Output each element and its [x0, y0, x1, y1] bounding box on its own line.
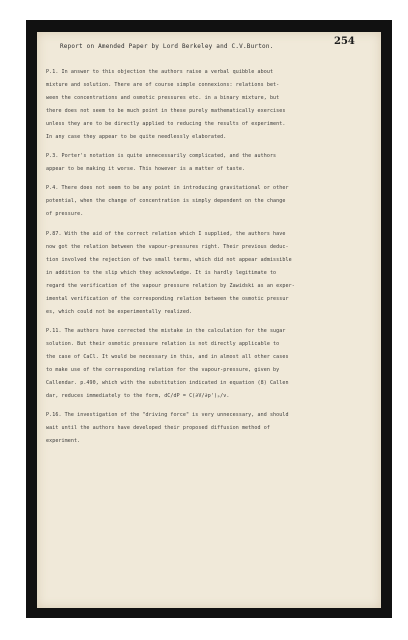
text-line: potential, when the change of concentration is simply dependent on the change [46, 198, 286, 205]
paragraph [46, 66, 368, 144]
text-line: imental verification of the corresponding relation between the osmotic pressur [46, 295, 289, 302]
text-line: P.1. In answer to this objection the authors raise a verbal quibble about [46, 69, 274, 75]
text-line: dar, reduces immediately to the form, dC/dP = C(∂V/∂p')ₚ/v. [46, 392, 230, 399]
paragraph [46, 150, 368, 176]
text-line: In any case they appear to be quite needlessly elaborated. [46, 134, 227, 140]
text-line: there does not seem to be much point in these purely mathematically exercises [46, 108, 286, 114]
report-title: Report on Amended Paper by Lord Berkeley and C.V.Burton. [60, 43, 274, 50]
paragraph [46, 228, 368, 319]
text-line: P.87. With the aid of the correct relation which I supplied, the authors have [46, 230, 286, 237]
text-line: of pressure. [46, 211, 84, 218]
text-line: P.3. Porter's notation is quite unnecessarily complicated, and the authors [46, 153, 277, 160]
text-line: P.11. The authors have corrected the mistake in the calculation for the sugar [46, 327, 286, 334]
text-line: regard the verification of the vapour pressure relation by Zawidski as an exper- [46, 282, 295, 289]
paragraph [46, 409, 368, 448]
text-line: experiment. [46, 437, 81, 444]
text-line: the case of CaCl. It would be necessary in this, and in almost all other cases [46, 353, 289, 360]
text-line: now got the relation between the vapour-pressures right. Their previous deduc- [46, 243, 289, 250]
text-line: P.16. The investigation of the "driving force" is very unnecessary, and should [46, 411, 289, 418]
text-line: tion involved the rejection of two small terms, which did not appear admissible [46, 256, 292, 263]
paragraph [46, 182, 368, 221]
page-number: 254 [334, 36, 355, 47]
paragraph [46, 325, 368, 403]
text-line: ween the concentrations and osmotic pressures etc. in a binary mixture, but [46, 95, 280, 101]
text-line: solution. But their osmotic pressure relation is not directly applicable to [46, 340, 280, 347]
text-line: in addition to the slip which they acknowledge. It is hardly legitimate to [46, 269, 277, 276]
text-line: to make use of the corresponding relation for the vapour-pressure, given by [46, 366, 280, 373]
text-line: P.4. There does not seem to be any point in introducing gravitational or other [46, 185, 289, 192]
text-line: wait until the authors have developed their proposed diffusion method of [46, 424, 270, 431]
text-line: Callendar. p.490, which with the substitution indicated in equation (8) Callen [46, 379, 289, 386]
report-body [46, 66, 368, 454]
text-line: appear to be making it worse. This however is a matter of taste. [46, 166, 246, 173]
text-line: mixture and solution. There are of course simple connexions: relations bet- [46, 82, 280, 88]
text-line: unless they are to be directly applied to reducing the results of experiment. [46, 121, 286, 127]
text-line: es, which could not be experimentally realized. [46, 308, 193, 315]
